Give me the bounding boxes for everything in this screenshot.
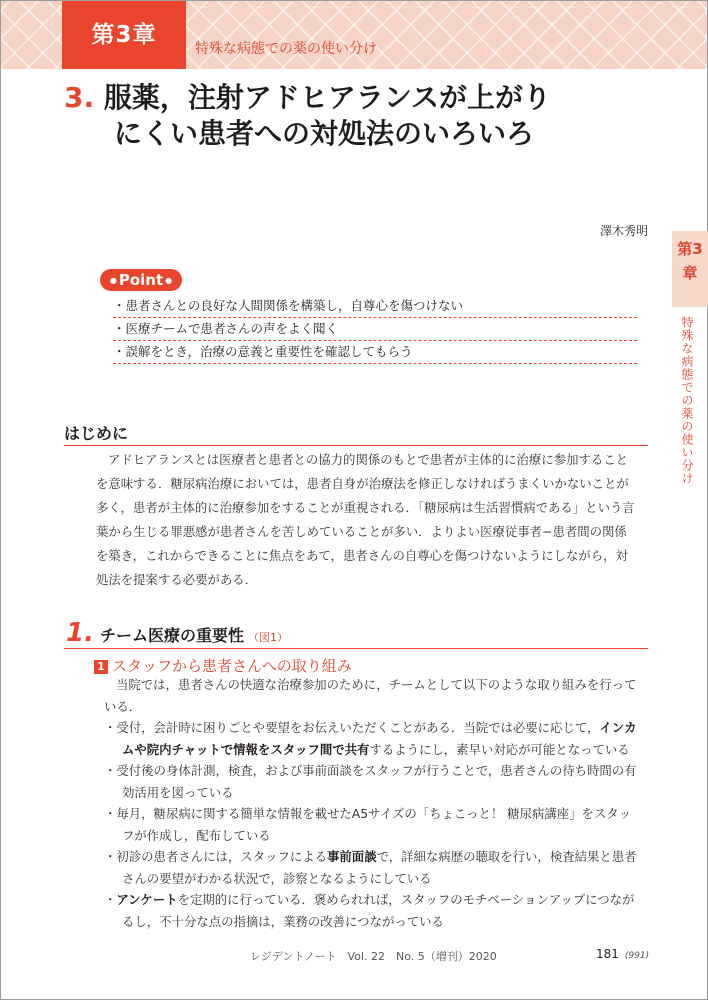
subsection-1-heading [94, 655, 352, 676]
point-badge-label: Point [118, 271, 164, 289]
body-line: いる． [104, 698, 142, 714]
intro-line: アドヒアランスとは医療者と患者との協力的関係のもとで患者が主体的に治療に参加すること [108, 452, 629, 467]
page-number: 181 [596, 947, 619, 961]
bullet-line [104, 739, 652, 761]
point-dot-right-icon: ● [165, 275, 173, 285]
intro-paragraph [96, 448, 652, 592]
point-dot-left-icon: ● [109, 275, 117, 285]
intro-line: を意味する．糖尿病治療においては，患者自身が治療法を修正しなければうまくいかないことが [96, 476, 629, 491]
bullet-line: ・毎月，糖尿病に関する簡単な情報を載せたA5サイズの「ちょこっと！ 糖尿病講座」をスタッ [104, 806, 632, 821]
point-item: ・誤解をとき，治療の意義と重要性を確認してもらう [113, 341, 637, 364]
subsection-1-title: スタッフから患者さんへの取り組み [112, 657, 352, 675]
title-line-2: にくい患者への対処法のいろいろ [114, 117, 535, 150]
point-item: ・患者さんとの良好な人間関係を構築し，自尊心を傷つけない [113, 295, 637, 318]
section-1-rule [64, 648, 648, 649]
title-line-1 [64, 80, 684, 116]
author-name: 澤木秀明 [599, 224, 648, 238]
side-tab-chapter-1: 第3 [677, 240, 703, 258]
article-title [64, 80, 684, 152]
section-1-heading [66, 618, 288, 648]
body-line: 当院では，患者さんの快適な治療参加のために，チームとして以下のような取り組みを行って [116, 677, 637, 692]
bullet-line: ・受付後の身体計測，検査，および事前面談をスタッフが行うことで，患者さんの待ち時間の有 [104, 763, 637, 778]
point-badge [100, 269, 182, 291]
point-item: ・医療チームで患者さんの声をよく聞く [113, 318, 637, 341]
bullet-text: を定期的に行っている．褒められれば，スタッフのモチベーションアップにつなが [177, 892, 635, 907]
subsection-number-box: 1 [94, 660, 108, 674]
bold-text: インカ [599, 720, 637, 735]
bullet-line: さんの要望がわかる状況で，診察となるようにしている [122, 870, 432, 886]
title-number: 3. [64, 81, 95, 114]
bullet-text: するようにし，素早い対応が可能となっている [369, 741, 630, 757]
side-chapter-tab [672, 231, 708, 307]
subsection-1-body [104, 674, 652, 932]
bullet-text: ・初診の患者さんには，スタッフによる [104, 849, 328, 864]
point-list [113, 295, 637, 364]
side-tab-chapter-2: 章 [682, 264, 698, 282]
side-tab-subtitle: 特殊な病態での薬の使い分け [680, 316, 694, 485]
section-1-number: 1. [66, 618, 94, 648]
chapter-label: 第3章 [62, 1, 186, 69]
intro-line: 処法を提案する必要がある． [96, 572, 258, 587]
footer-page-number [596, 947, 649, 961]
bullet-line: るし，不十分な点の指摘は，業務の改善につながっている [122, 913, 444, 929]
bold-text: ムや院内チャットで情報をスタッフ間で共有 [122, 741, 370, 757]
bullet-line: 効活用を図っている [122, 784, 234, 800]
intro-line: 多く，患者が主体的に治療参加をすることが重視される．「糖尿病は生活習慣病である」という言 [96, 500, 635, 515]
title-text-1: 服薬，注射アドヒアランスが上がり [103, 81, 552, 114]
section-1-title: チーム医療の重要性 [99, 626, 244, 645]
intro-rule [64, 445, 648, 446]
footer-journal: レジデントノート Vol. 22 No. 5（増刊）2020 [250, 950, 497, 963]
bullet-line [104, 889, 652, 911]
intro-heading: はじめに [64, 424, 129, 443]
intro-line: 葉から生じる罪悪感が患者さんを苦しめていることが多い．よりよい医療従事者−患者間の関係 [96, 524, 627, 539]
bullet-line [104, 846, 652, 868]
bullet-text: ・ [104, 892, 117, 907]
bullet-text: で，詳細な病歴の聴取を行い，検査結果と患者 [376, 849, 637, 864]
bold-text: アンケート [116, 892, 178, 907]
chapter-subtitle: 特殊な病態での薬の使い分け [195, 41, 377, 57]
bullet-line [104, 717, 652, 739]
bullet-text: ・受付，会計時に困りごとや要望をお伝えいただくことがある．当院では必要に応じて， [104, 720, 600, 735]
page-number-alt: (991) [624, 951, 650, 961]
figure-reference: （図1） [247, 631, 288, 644]
intro-line: を築き，これからできることに焦点をあて，患者さんの自尊心を傷つけないようにしながら，対 [96, 548, 628, 563]
bullet-line: フが作成し，配布している [122, 827, 271, 843]
bold-text: 事前面談 [327, 849, 377, 864]
